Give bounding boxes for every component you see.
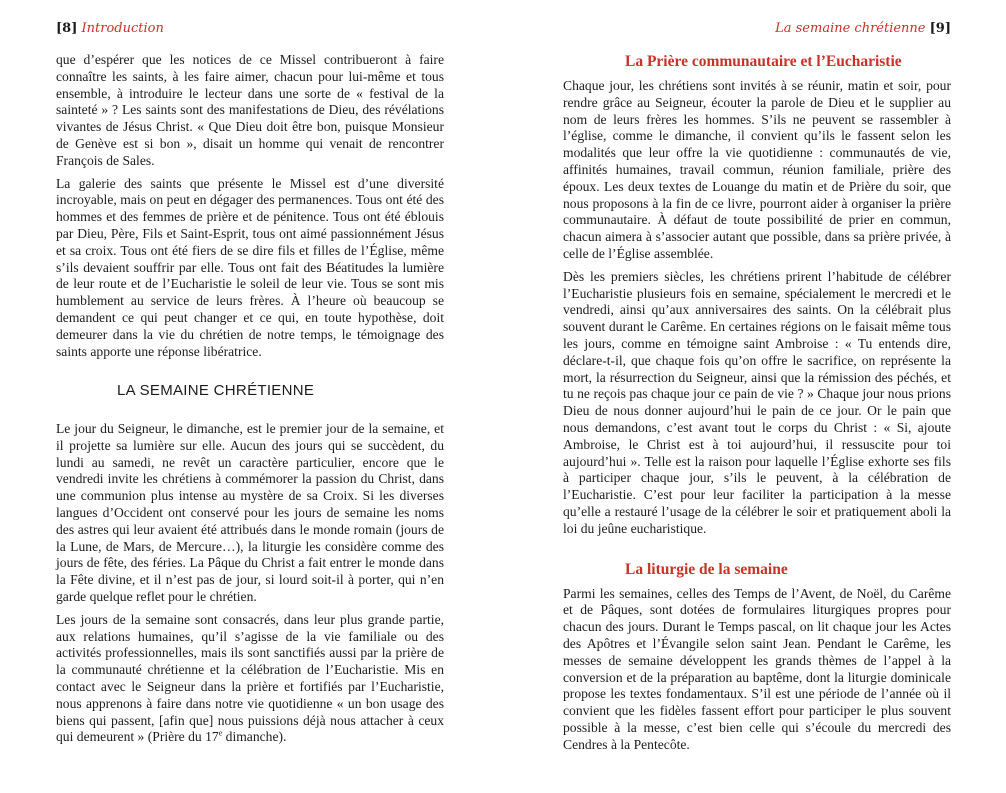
left-paragraph-4-main: Les jours de la semaine sont consacrés, dans leur plus grande partie, aux relations humaines, qu’il s’agisse de la vie familiale ou des activités professionnelles, mais ils sont sanctifiés aussi par la prière de la communauté chrétienne et la célébration de l’Eucharistie. Mis en contact avec le Seigneur dans la prière et fortifiés par l’Eucharistie, nous apprenons à faire dans notre vie quotidienne « un bon usage des biens qui passent, [afin que] nous puissions déjà nous attacher à ceux qui demeurent » (Prière du 17: [56, 611, 444, 745]
heading-liturgie-semaine: La liturgie de la semaine: [625, 560, 788, 578]
right-paragraph-3: Parmi les semaines, celles des Temps de l’Avent, de Noël, du Carême et de Pâques, sont dotées de formulaires liturgiques propres pour chacun des jours. Durant le Temps pascal, on lit chaque jour les Actes des Apôtres et l’Évangile selon saint Jean. Pendant le Carême, les messes de semaine développent les grands thèmes de l’appel à la conversion et de la préparation au baptême, dont la liturgie dominicale propose les textes fondamentaux. S’il est une période de l’année où il convient que les fidèles fassent effort pour participer le plus souvent possible à la messe, c’est bien celle qui s’écoule du mercredi des Cendres à la Pentecôte.: [563, 585, 951, 752]
right-running-title: La semaine chrétienne: [775, 21, 926, 36]
left-paragraph-4-end: dimanche).: [222, 729, 287, 745]
left-column-top: [56, 52, 444, 366]
left-paragraph-4: [56, 612, 444, 746]
right-paragraph-2: Dès les premiers siècles, les chrétiens prirent l’habitude de célébrer l’Eucharistie plusieurs fois en semaine, spécialement le mercredi et le vendredi, ainsi qu’aux anniversaires des saints. On la célébrait plus souvent durant le Carême. En certaines régions on le faisait même tous les jours, comme en témoigne saint Ambroise : « Tu entends dire, déclare-t-il, que chaque fois qu’on offre le sacrifice, on représente la mort, la résurrection du Seigneur, ainsi que la rémission des péchés, et tu ne reçois pas chaque jour ce pain de vie ? » Chaque jour nous prions Dieu de nous donner aujourd’hui le pain de ce jour. Or le pain que nous demandons, c’est avant tout le corps du Christ : « Si, ajoute Ambroise, le Christ est à toi aujourd’hui, il ressuscite pour toi aujourd’hui ». Telle est la raison pour laquelle l’Église exhorte ses fils à participer chaque jour, s’ils le peuvent, à la célébration de l’Eucharistie. C’est pour leur faciliter la participation à la messe qu’elle a restauré l’usage de la célébrer le soir et pratiquement aboli la loi du jeûne eucharistique.: [563, 268, 951, 536]
left-paragraph-1: que d’espérer que les notices de ce Missel contribueront à faire connaître les saints, à les faire aimer, chacun pour lui-même et tous ensemble, à introduire le lecteur dans une sorte de « festival de la sainteté » ? Les saints sont des manifestations de Dieu, des révélations vivantes de Jésus Christ. « Que Dieu doit être bon, puisque Monsieur de Genève est si bon », disait un homme qui venait de rencontrer François de Sales.: [56, 52, 444, 168]
left-paragraph-4-sup: e: [218, 728, 223, 738]
section-heading-semaine-chretienne: LA SEMAINE CHRÉTIENNE: [117, 382, 315, 399]
right-running-head: [775, 20, 951, 38]
left-paragraph-3: Le jour du Seigneur, le dimanche, est le premier jour de la semaine, et il projette sa lumière sur elle. Aucun des jours qui se succèdent, du lundi au samedi, ne revêt un caractère particulier, encore que le vendredi invite les chrétiens à commémorer la passion du Christ, dans une communion plus intense au mystère de sa Croix. Si les diverses langues d’Occident ont conservé pour les jours de semaine les noms des astres qui leur avaient été attribués dans le monde romain (jours de la Lune, de Mars, de Mercure…), la liturgie les considère comme des jours de fête, des féries. La Pâque du Christ a fait entrer le monde dans la Fête divine, et il n’est pas de jour, si lourd soit-il à porter, qui n’en garde quelque reflet pour le chrétien.: [56, 421, 444, 604]
right-page-number: [9]: [929, 21, 951, 36]
left-paragraph-2: La galerie des saints que présente le Missel est d’une diversité incroyable, mais on peut en dégager des permanences. Tous ont été des hommes et des femmes de prière et de pénitence. Tous ont été éblouis par Dieu, Père, Fils et Saint-Esprit, tous ont aimé passionnément Jésus et sa croix. Tous ont été fiers de se dire fils et filles de l’Église, même s’ils devaient souffrir par elle. Tous ont fait des Béatitudes la lumière de leur route et de l’Eucharistie le soleil de leur vie. Tous se sont mis humblement au service de leurs frères. À l’heure où beaucoup se demandent ce qui peut changer et ce qui, en toute hypothèse, doit demeurer dans la vie du chrétien de notre temps, le témoignage des saints apporte une réponse libératrice.: [56, 175, 444, 359]
right-column: [563, 52, 951, 759]
left-page-number: [8]: [56, 21, 78, 36]
left-running-head: [56, 20, 164, 38]
left-column-bottom: [56, 421, 444, 752]
right-paragraph-1: Chaque jour, les chrétiens sont invités à se réunir, matin et soir, pour rendre grâce au Seigneur, écouter la parole de Dieu et le supplier au nom de leurs frères les hommes. S’ils ne peuvent se rassembler à l’église, comme le dimanche, il convient qu’ils le fassent selon les modalités que leur offre la vie quotidienne : communautés de vie, affinités humaines, travail commun, réunion familiale, prière des époux. Les deux textes de Louange du matin et de Prière du soir, que nous proposons à la fin de ce livre, pourront aider à organiser la prière communautaire. À défaut de toute possibilité de prier en commun, chacun aimera à s’associer autant que possible, dans sa prière privée, à celle de l’Église assemblée.: [563, 78, 951, 261]
left-running-title: Introduction: [81, 21, 164, 36]
heading-priere-communautaire: La Prière communautaire et l’Eucharistie: [625, 53, 902, 70]
